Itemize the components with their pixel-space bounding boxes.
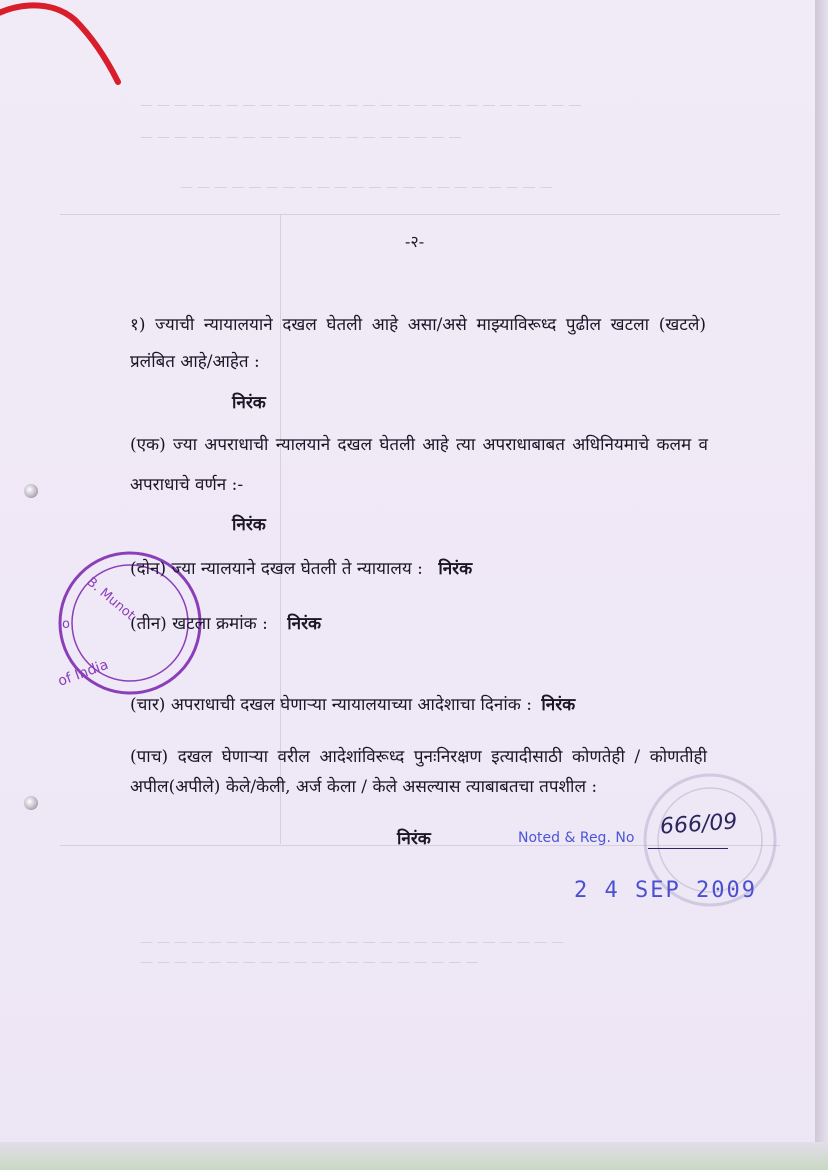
item-char-label: (चार) अपराधाची दखल घेणाऱ्या न्यायालयाच्या आदेशाचा दिनांक :	[130, 695, 532, 715]
registration-number: 666/09	[659, 809, 739, 840]
item-don-label: (दोन) ज्या न्यालयाने दखल घेतली ते न्यायालय :	[130, 559, 423, 579]
item-pach-answer: निरंक	[397, 829, 431, 849]
item-char-answer: निरंक	[541, 695, 576, 715]
show-through-text: — — — — — — — — — — — — — — — — — — — — — — — — —	[140, 935, 565, 950]
punch-hole	[24, 796, 38, 810]
show-through-text: — — — — — — — — — — — — — — — — — — — — — —	[180, 180, 553, 195]
item-ek-text: (एक) ज्या अपराधाची न्यालयाने दखल घेतली आहे त्या अपराधाबाबत अधिनियमाचे कलम व	[130, 435, 708, 455]
seal-text: o	[62, 617, 70, 632]
item-pach-text: (पाच) दखल घेणाऱ्या वरील आदेशांविरूध्द पुनःनिरक्षण इत्यादीसाठी कोणतेही / कोणतीही	[130, 747, 707, 767]
item-ek-answer: निरंक	[232, 515, 266, 535]
item-don-answer: निरंक	[438, 559, 473, 579]
item-teen-row	[130, 611, 321, 634]
seal-text: of India	[55, 656, 111, 690]
show-through-text: — — — — — — — — — — — — — — — — — — — —	[140, 955, 479, 970]
item-teen-answer: निरंक	[287, 614, 322, 634]
date-stamp: 2 4 SEP 2009	[574, 878, 757, 903]
item-teen-label: (तीन) खटला क्रमांक :	[130, 614, 268, 634]
show-through-text: — — — — — — — — — — — — — — — — — — — — — — — — — —	[140, 98, 582, 113]
reg-underline	[648, 848, 728, 849]
page-number: -२-	[405, 232, 425, 251]
item-1-text-cont: प्रलंबित आहे/आहेत :	[130, 352, 260, 372]
item-don-row	[130, 556, 472, 579]
seal-text: B. Munot	[83, 574, 138, 624]
page-edge	[815, 0, 828, 1170]
show-through-text: — — — — — — — — — — — — — — — — — — —	[140, 130, 462, 145]
show-through-rule	[60, 214, 780, 215]
item-1-answer: निरंक	[232, 393, 266, 413]
notary-seal	[52, 548, 138, 698]
noted-reg-label: Noted & Reg. No	[518, 830, 635, 846]
item-1-text: १) ज्याची न्यायालयाने दखल घेतली आहे असा/असे माझ्याविरूध्द पुढील खटला (खटले)	[130, 315, 706, 335]
punch-hole	[24, 484, 38, 498]
item-char-row	[130, 692, 575, 715]
scan-bottom-edge	[0, 1142, 828, 1170]
binding-string	[0, 0, 130, 90]
item-pach-text-cont: अपील(अपीले) केले/केली, अर्ज केला / केले असल्यास त्याबाबतचा तपशील :	[130, 777, 598, 797]
item-ek-text-cont: अपराधाचे वर्णन :-	[130, 475, 244, 495]
